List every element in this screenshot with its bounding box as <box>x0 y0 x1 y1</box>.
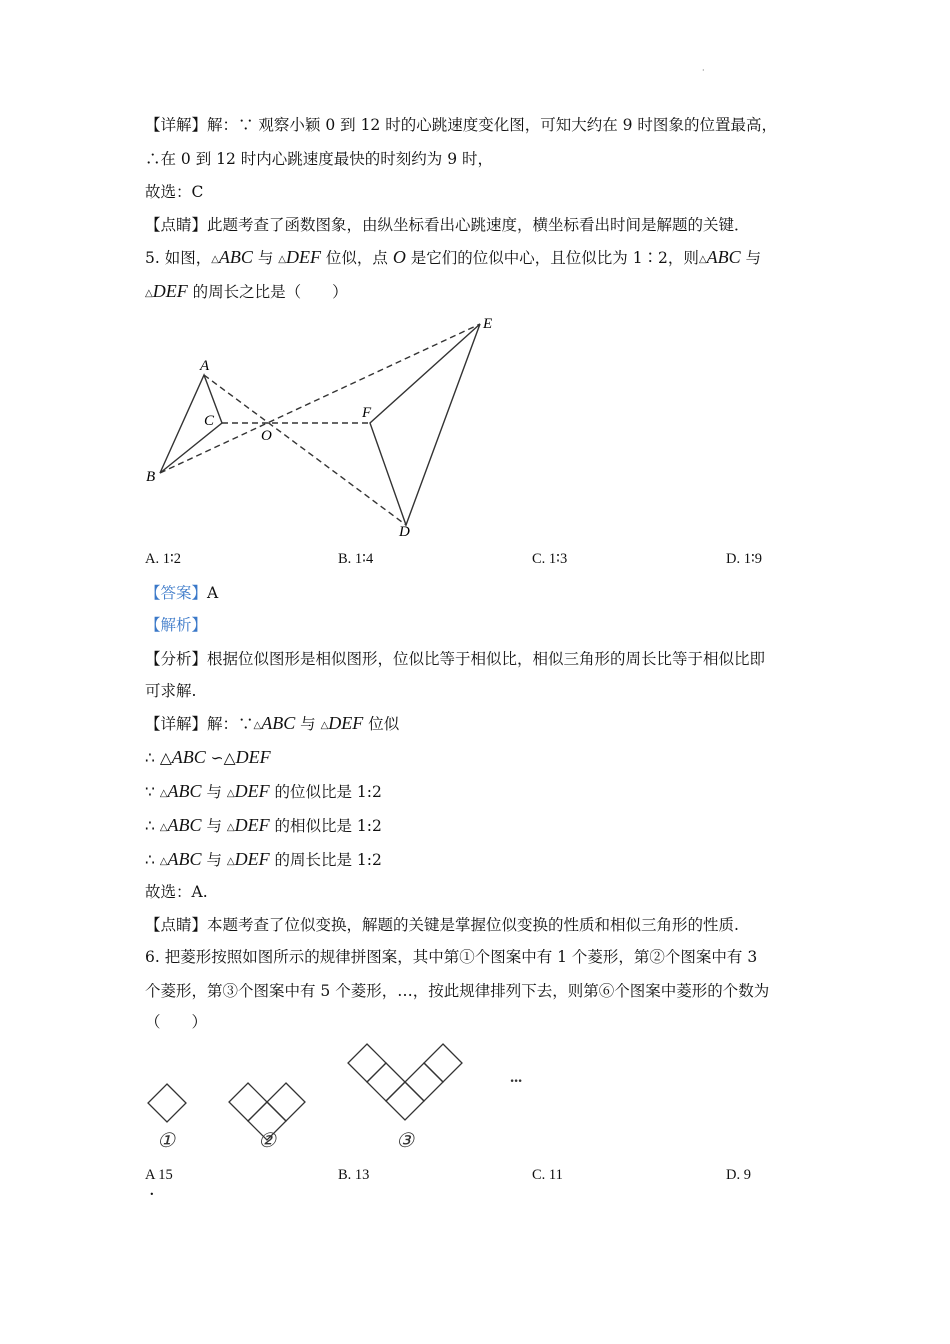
ellipsis: ··· <box>510 1073 522 1090</box>
label-a: A <box>200 358 210 374</box>
q6-option-b: B. 13 <box>338 1167 370 1183</box>
homothety-figure <box>140 310 510 540</box>
q6-stem-line-2: 个菱形，第③个图案中有 5 个菱形，…，按此规律排列下去，则第⑥个图案中菱形的个数为 <box>145 982 770 1000</box>
detail-line-1: 【详解】解：∵ 观察小颖 0 到 12 时的心跳速度变化图，可知大约在 9 时图象的位置最高， <box>145 116 777 134</box>
detail-q5-line-5: ∴ △ABC 与 △DEF 的周长比是 1:2 <box>145 849 382 869</box>
triangle-def <box>370 324 480 525</box>
pattern-3 <box>348 1044 462 1120</box>
q5-option-a: A. 1∶2 <box>145 551 181 567</box>
label-o: O <box>261 428 272 444</box>
q5-comment: 【点睛】本题考查了位似变换，解题的关键是掌握位似变换的性质和相似三角形的性质. <box>145 916 739 934</box>
analysis-line-2: 可求解. <box>145 682 197 700</box>
label-c: C <box>204 413 215 429</box>
choice-line: 故选：C <box>145 183 204 201</box>
label-d: D <box>399 524 410 540</box>
detail-line-2: ∴在 0 到 12 时内心跳速度最快的时刻约为 9 时， <box>145 150 494 168</box>
q6-stem-line-3: （ ） <box>145 1013 208 1031</box>
detail-q5-line-3: ∵ △ABC 与 △DEF 的位似比是 1:2 <box>145 781 382 801</box>
q6-option-d: D. 9 <box>726 1167 751 1183</box>
rhombus-pattern-figure <box>140 1040 540 1160</box>
detail-q5-line-4: ∴ △ABC 与 △DEF 的相似比是 1:2 <box>145 815 382 835</box>
answer-tag: 【答案】 <box>145 584 208 602</box>
q5-choice: 故选：A. <box>145 883 208 901</box>
pattern-label-3: ③ <box>396 1130 414 1152</box>
pattern-1 <box>148 1084 186 1122</box>
analysis-line-1: 【分析】根据位似图形是相似图形，位似比等于相似比，相似三角形的周长比等于相似比即 <box>145 650 766 668</box>
q5-option-d: D. 1∶9 <box>726 551 762 567</box>
comment-line: 【点睛】此题考查了函数图象，由纵坐标看出心跳速度，横坐标看出时间是解题的关键． <box>145 216 750 234</box>
pattern-label-2: ② <box>258 1130 276 1152</box>
detail-q5-line-2: ∴ △ABC ∽△DEF <box>145 747 271 767</box>
q6-option-a: A 15 <box>145 1167 173 1183</box>
stray-dot: . <box>150 1183 154 1199</box>
q6-stem-line-1: 6. 把菱形按照如图所示的规律拼图案，其中第①个图案中有 1 个菱形，第②个图案中有 3 <box>145 948 758 966</box>
label-e: E <box>483 316 493 332</box>
label-f: F <box>362 405 372 421</box>
q5-option-b: B. 1∶4 <box>338 551 374 567</box>
answer-line <box>145 582 218 604</box>
detail-q5-line-1: 【详解】解：∵△ABC 与 △DEF 位似 <box>145 713 400 733</box>
answer-value: A <box>207 584 219 602</box>
q5-option-c: C. 1∶3 <box>532 551 568 567</box>
q5-stem-line-2: △DEF 的周长之比是（ ） <box>145 281 348 301</box>
q5-stem-line-1: 5. 如图，△ABC 与 △DEF 位似，点 O 是它们的位似中心，且位似比为 1∶2，则△ABC 与 <box>145 247 762 267</box>
analysis-tag: 【解析】 <box>145 616 208 634</box>
label-b: B <box>146 469 156 485</box>
header-dot: · <box>702 66 705 75</box>
pattern-label-1: ① <box>157 1130 175 1152</box>
q6-option-c: C. 11 <box>532 1167 563 1183</box>
